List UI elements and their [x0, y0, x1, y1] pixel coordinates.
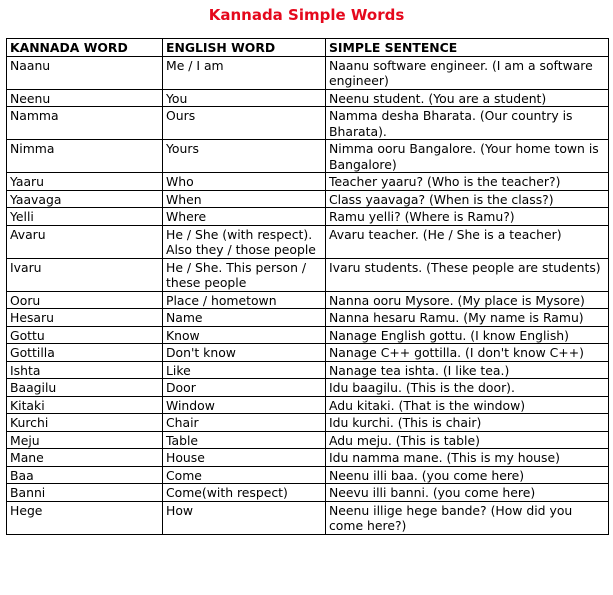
simple-sentence-cell: Idu baagilu. (This is the door). — [326, 379, 609, 397]
simple-sentence-cell: Ramu yelli? (Where is Ramu?) — [326, 208, 609, 226]
header-kannada-word: KANNADA WORD — [7, 39, 163, 57]
kannada-word-cell: Yaavaga — [7, 190, 163, 208]
simple-sentence-cell: Idu kurchi. (This is chair) — [326, 414, 609, 432]
simple-sentence-cell: Ivaru students. (These people are students) — [326, 258, 609, 291]
table-row — [7, 140, 609, 173]
kannada-word-cell: Yelli — [7, 208, 163, 226]
english-word-cell: Like — [163, 361, 326, 379]
simple-sentence-cell: Teacher yaaru? (Who is the teacher?) — [326, 173, 609, 191]
english-word-cell: He / She (with respect). Also they / those people — [163, 225, 326, 258]
table-row — [7, 466, 609, 484]
kannada-word-cell: Hege — [7, 501, 163, 534]
table-row — [7, 326, 609, 344]
simple-sentence-cell: Avaru teacher. (He / She is a teacher) — [326, 225, 609, 258]
kannada-word-cell: Banni — [7, 484, 163, 502]
english-word-cell: You — [163, 89, 326, 107]
table-row — [7, 258, 609, 291]
table-row — [7, 361, 609, 379]
kannada-word-cell: Gottu — [7, 326, 163, 344]
simple-sentence-cell: Adu kitaki. (That is the window) — [326, 396, 609, 414]
simple-sentence-cell: Nanage English gottu. (I know English) — [326, 326, 609, 344]
english-word-cell: Me / I am — [163, 56, 326, 89]
simple-sentence-cell: Nanage C++ gottilla. (I don't know C++) — [326, 344, 609, 362]
simple-sentence-cell: Namma desha Bharata. (Our country is Bharata). — [326, 107, 609, 140]
table-row — [7, 414, 609, 432]
table-row — [7, 208, 609, 226]
simple-sentence-cell: Neevu illi banni. (you come here) — [326, 484, 609, 502]
kannada-word-cell: Baagilu — [7, 379, 163, 397]
english-word-cell: Know — [163, 326, 326, 344]
kannada-word-cell: Kitaki — [7, 396, 163, 414]
english-word-cell: Where — [163, 208, 326, 226]
header-simple-sentence: SIMPLE SENTENCE — [326, 39, 609, 57]
english-word-cell: He / She. This person / these people — [163, 258, 326, 291]
english-word-cell: Chair — [163, 414, 326, 432]
english-word-cell: Place / hometown — [163, 291, 326, 309]
table-row — [7, 449, 609, 467]
table-row — [7, 379, 609, 397]
english-word-cell: Ours — [163, 107, 326, 140]
table-row — [7, 501, 609, 534]
simple-sentence-cell: Class yaavaga? (When is the class?) — [326, 190, 609, 208]
simple-sentence-cell: Nanna hesaru Ramu. (My name is Ramu) — [326, 309, 609, 327]
kannada-word-cell: Hesaru — [7, 309, 163, 327]
simple-sentence-cell: Neenu illige hege bande? (How did you come here?) — [326, 501, 609, 534]
simple-sentence-cell: Neenu illi baa. (you come here) — [326, 466, 609, 484]
kannada-word-cell: Namma — [7, 107, 163, 140]
english-word-cell: Table — [163, 431, 326, 449]
kannada-word-cell: Baa — [7, 466, 163, 484]
table-row — [7, 107, 609, 140]
table-row — [7, 225, 609, 258]
simple-sentence-cell: Nanna ooru Mysore. (My place is Mysore) — [326, 291, 609, 309]
kannada-word-cell: Ishta — [7, 361, 163, 379]
kannada-word-cell: Meju — [7, 431, 163, 449]
english-word-cell: Door — [163, 379, 326, 397]
table-row — [7, 431, 609, 449]
english-word-cell: How — [163, 501, 326, 534]
kannada-word-cell: Ooru — [7, 291, 163, 309]
simple-sentence-cell: Neenu student. (You are a student) — [326, 89, 609, 107]
english-word-cell: Yours — [163, 140, 326, 173]
simple-sentence-cell: Naanu software engineer. (I am a software engineer) — [326, 56, 609, 89]
kannada-word-cell: Nimma — [7, 140, 163, 173]
kannada-word-cell: Kurchi — [7, 414, 163, 432]
table-header-row — [7, 39, 609, 57]
english-word-cell: Don't know — [163, 344, 326, 362]
english-word-cell: Window — [163, 396, 326, 414]
simple-sentence-cell: Adu meju. (This is table) — [326, 431, 609, 449]
kannada-word-cell: Naanu — [7, 56, 163, 89]
words-table — [6, 38, 609, 535]
english-word-cell: Who — [163, 173, 326, 191]
kannada-word-cell: Gottilla — [7, 344, 163, 362]
table-row — [7, 190, 609, 208]
simple-sentence-cell: Nimma ooru Bangalore. (Your home town is Bangalore) — [326, 140, 609, 173]
table-row — [7, 344, 609, 362]
english-word-cell: Name — [163, 309, 326, 327]
english-word-cell: Come — [163, 466, 326, 484]
table-row — [7, 484, 609, 502]
simple-sentence-cell: Idu namma mane. (This is my house) — [326, 449, 609, 467]
table-row — [7, 291, 609, 309]
page-title: Kannada Simple Words — [208, 6, 405, 24]
english-word-cell: When — [163, 190, 326, 208]
table-row — [7, 309, 609, 327]
kannada-word-cell: Ivaru — [7, 258, 163, 291]
table-row — [7, 396, 609, 414]
kannada-word-cell: Mane — [7, 449, 163, 467]
simple-sentence-cell: Nanage tea ishta. (I like tea.) — [326, 361, 609, 379]
kannada-word-cell: Neenu — [7, 89, 163, 107]
table-row — [7, 173, 609, 191]
table-row — [7, 89, 609, 107]
kannada-word-cell: Yaaru — [7, 173, 163, 191]
english-word-cell: Come(with respect) — [163, 484, 326, 502]
kannada-word-cell: Avaru — [7, 225, 163, 258]
header-english-word: ENGLISH WORD — [163, 39, 326, 57]
english-word-cell: House — [163, 449, 326, 467]
table-row — [7, 56, 609, 89]
